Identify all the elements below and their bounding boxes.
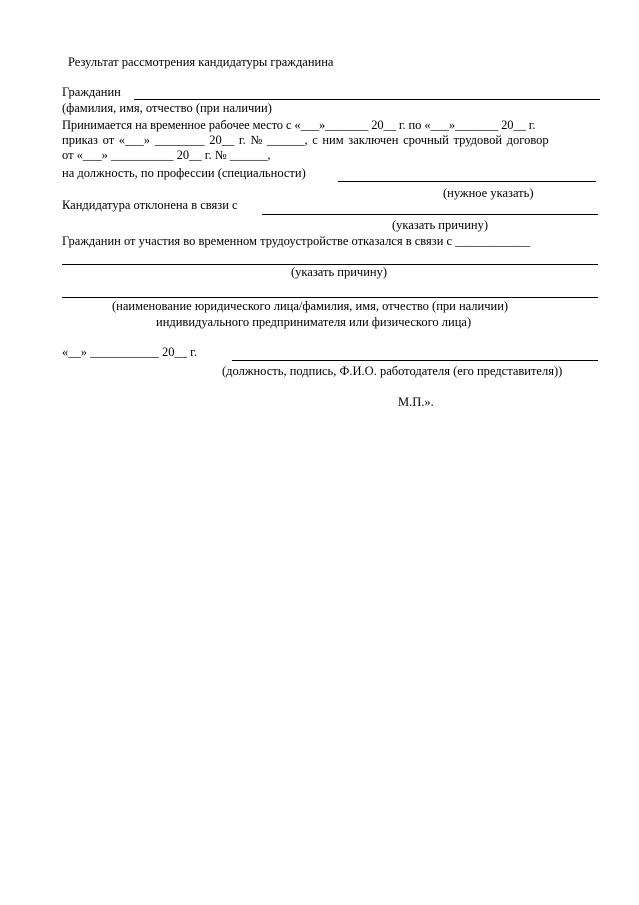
position-label: на должность, по профессии (специальности): [62, 166, 306, 180]
signature-line: [232, 360, 598, 361]
employer-caption-line1: (наименование юридического лица/фамилия, имя, отчество (при наличии): [112, 299, 509, 313]
hired-line-2: приказ от «___» ________ 20__ г. № ______, с ним заключен срочный трудовой договор: [62, 133, 549, 147]
position-caption: (нужное указать): [443, 186, 534, 200]
hired-line-3: от «___» __________ 20__ г. № ______,: [62, 148, 271, 162]
document-heading: Результат рассмотрения кандидатуры гражданина: [68, 55, 334, 69]
employer-caption-line2: индивидуального предпринимателя или физического лица): [156, 315, 472, 329]
position-line: [338, 181, 596, 182]
date-field: «__» ___________ 20__ г.: [62, 345, 197, 359]
rejected-reason-line: [262, 214, 598, 215]
refused-label: Гражданин от участия во временном трудоустройстве отказался в связи с ____________: [62, 234, 531, 248]
citizen-name-line: [134, 99, 600, 100]
hired-line-1: Принимается на временное рабочее место с «___»_______ 20__ г. по «___»_______ 20__ г.: [62, 118, 536, 132]
signature-caption: (должность, подпись, Ф.И.О. работодателя (его представителя)): [222, 364, 563, 378]
stamp-label: М.П.».: [398, 395, 434, 409]
refused-caption: (указать причину): [291, 265, 388, 279]
citizen-label: Гражданин: [62, 85, 121, 99]
employer-name-line: [62, 297, 598, 298]
citizen-caption: (фамилия, имя, отчество (при наличии): [62, 101, 272, 115]
rejected-label: Кандидатура отклонена в связи с: [62, 198, 238, 212]
rejected-caption: (указать причину): [392, 218, 489, 232]
